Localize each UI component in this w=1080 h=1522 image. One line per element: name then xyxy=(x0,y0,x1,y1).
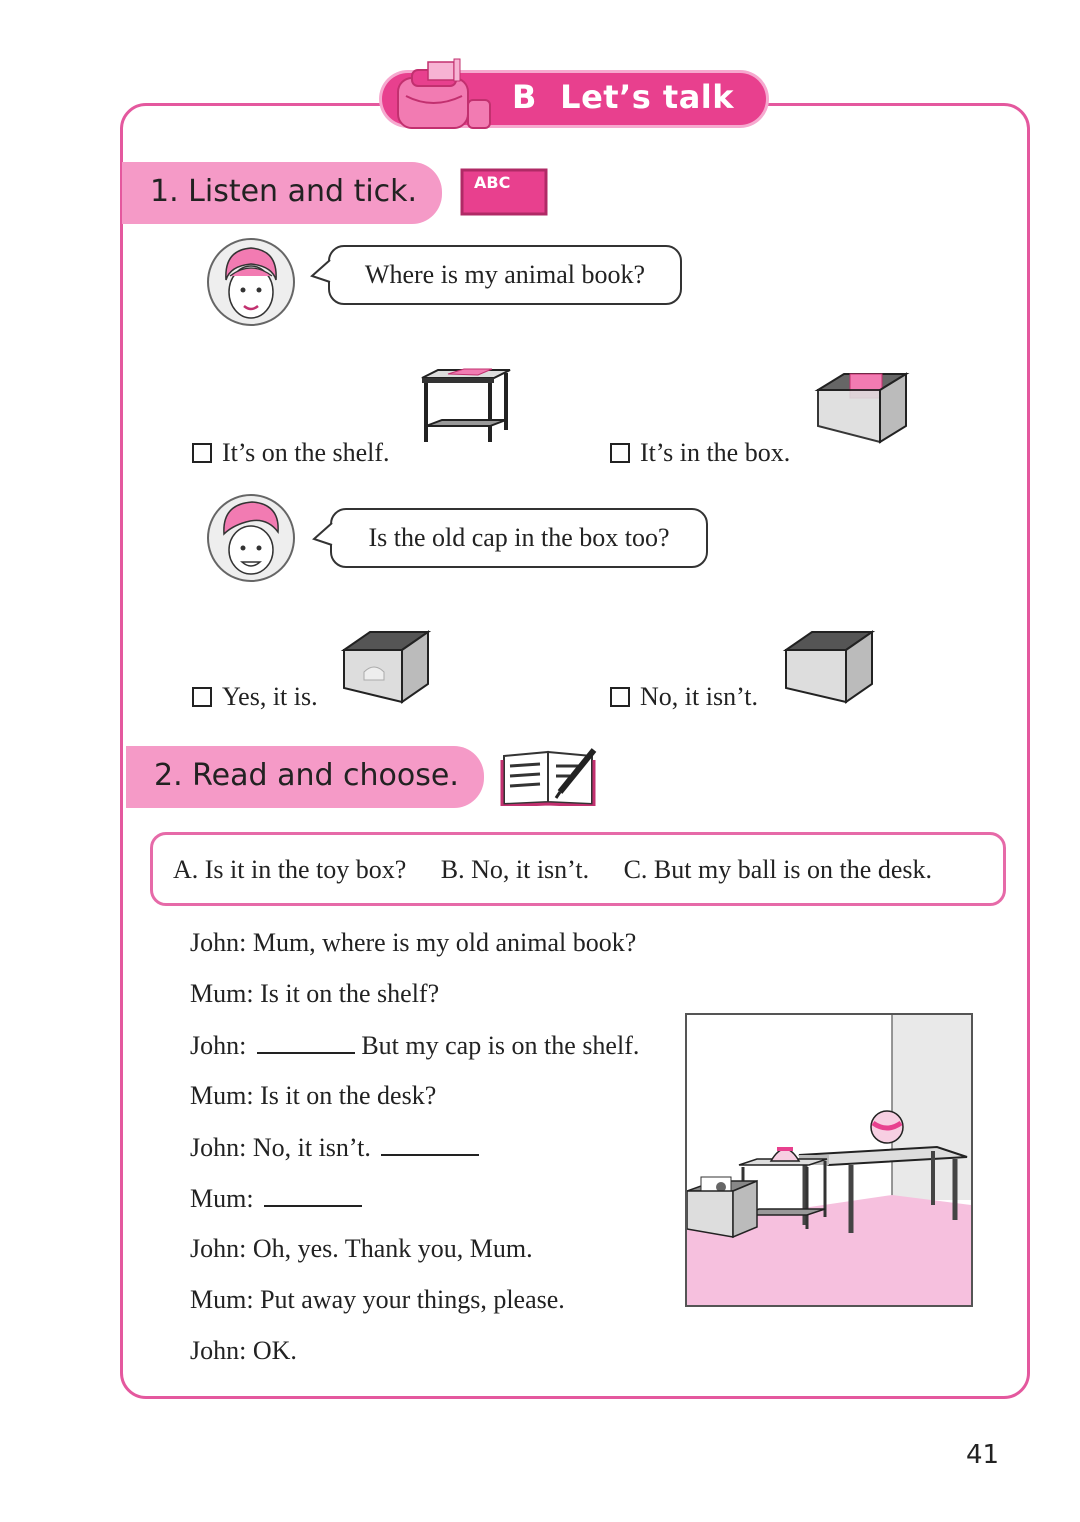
speech-tail-q2 xyxy=(312,521,334,551)
dialogue-text: Mum: xyxy=(190,1184,254,1213)
girl-avatar-icon xyxy=(206,236,296,328)
speech-bubble-q2 xyxy=(330,508,708,568)
dialogue-line xyxy=(190,1081,436,1111)
abc-card-text: ABC xyxy=(474,173,511,192)
dialogue-line xyxy=(190,1183,362,1214)
answer-blank[interactable] xyxy=(381,1132,479,1156)
book-pencil-icon xyxy=(500,746,600,806)
dialogue-line xyxy=(190,1285,565,1315)
option-box[interactable] xyxy=(610,438,790,468)
choice-a: A. Is it in the toy box? xyxy=(173,855,407,884)
boy-avatar-icon xyxy=(206,492,296,584)
answer-choices xyxy=(150,832,1006,906)
choice-b: B. No, it isn’t. xyxy=(440,855,590,884)
dialogue-line xyxy=(190,928,636,958)
schoolbag-icon xyxy=(388,56,498,138)
option-label: It’s in the box. xyxy=(640,438,791,467)
option-label: Yes, it is. xyxy=(222,682,318,711)
section2-tab xyxy=(126,746,484,808)
room-scene-svg xyxy=(687,1015,971,1305)
checkbox[interactable] xyxy=(192,687,212,707)
dialogue-line xyxy=(190,1030,639,1061)
dialogue-text: John: No, it isn’t. xyxy=(190,1133,371,1162)
dialogue-text: John: xyxy=(190,1031,247,1060)
dialogue-text: Mum: Is it on the desk? xyxy=(190,1081,437,1110)
option-yes[interactable] xyxy=(192,682,318,712)
section1-tab xyxy=(122,162,442,224)
box-with-book-picture xyxy=(814,368,910,446)
option-shelf[interactable] xyxy=(192,438,390,468)
dialogue-text: John: OK. xyxy=(190,1336,297,1365)
section-letter: B xyxy=(512,78,537,116)
section1-title: 1. Listen and tick. xyxy=(150,174,418,209)
dialogue-text: John: Oh, yes. Thank you, Mum. xyxy=(190,1234,533,1263)
abc-card-icon xyxy=(460,168,548,216)
option-label: It’s on the shelf. xyxy=(222,438,390,467)
header-title-text: Let’s talk xyxy=(560,78,735,116)
option-no[interactable] xyxy=(610,682,758,712)
dialogue-line xyxy=(190,979,439,1009)
header-title xyxy=(512,78,734,116)
speech-text-q2: Is the old cap in the box too? xyxy=(368,523,670,552)
dialogue-text: Mum: Is it on the shelf? xyxy=(190,979,440,1008)
empty-box-picture xyxy=(782,628,876,706)
section2-title: 2. Read and choose. xyxy=(154,758,459,793)
dialogue-text: John: Mum, where is my old animal book? xyxy=(190,928,637,957)
speech-bubble-q1 xyxy=(328,245,682,305)
checkbox[interactable] xyxy=(192,443,212,463)
option-label: No, it isn’t. xyxy=(640,682,758,711)
choice-c: C. But my ball is on the desk. xyxy=(623,855,932,884)
answer-blank[interactable] xyxy=(257,1030,355,1054)
box-with-cap-picture xyxy=(340,628,432,706)
checkbox[interactable] xyxy=(610,687,630,707)
answer-blank[interactable] xyxy=(264,1183,362,1207)
dialogue-text: Mum: Put away your things, please. xyxy=(190,1285,565,1314)
dialogue-line xyxy=(190,1336,297,1366)
dialogue-line xyxy=(190,1132,479,1163)
speech-tail-q1 xyxy=(310,258,332,288)
speech-text-q1: Where is my animal book? xyxy=(364,260,646,289)
page-number: 41 xyxy=(966,1440,1000,1470)
room-scene-picture xyxy=(685,1013,973,1307)
dialogue-line xyxy=(190,1234,533,1264)
checkbox[interactable] xyxy=(610,443,630,463)
shelf-picture xyxy=(418,368,514,446)
dialogue-text: But my cap is on the shelf. xyxy=(361,1031,640,1060)
